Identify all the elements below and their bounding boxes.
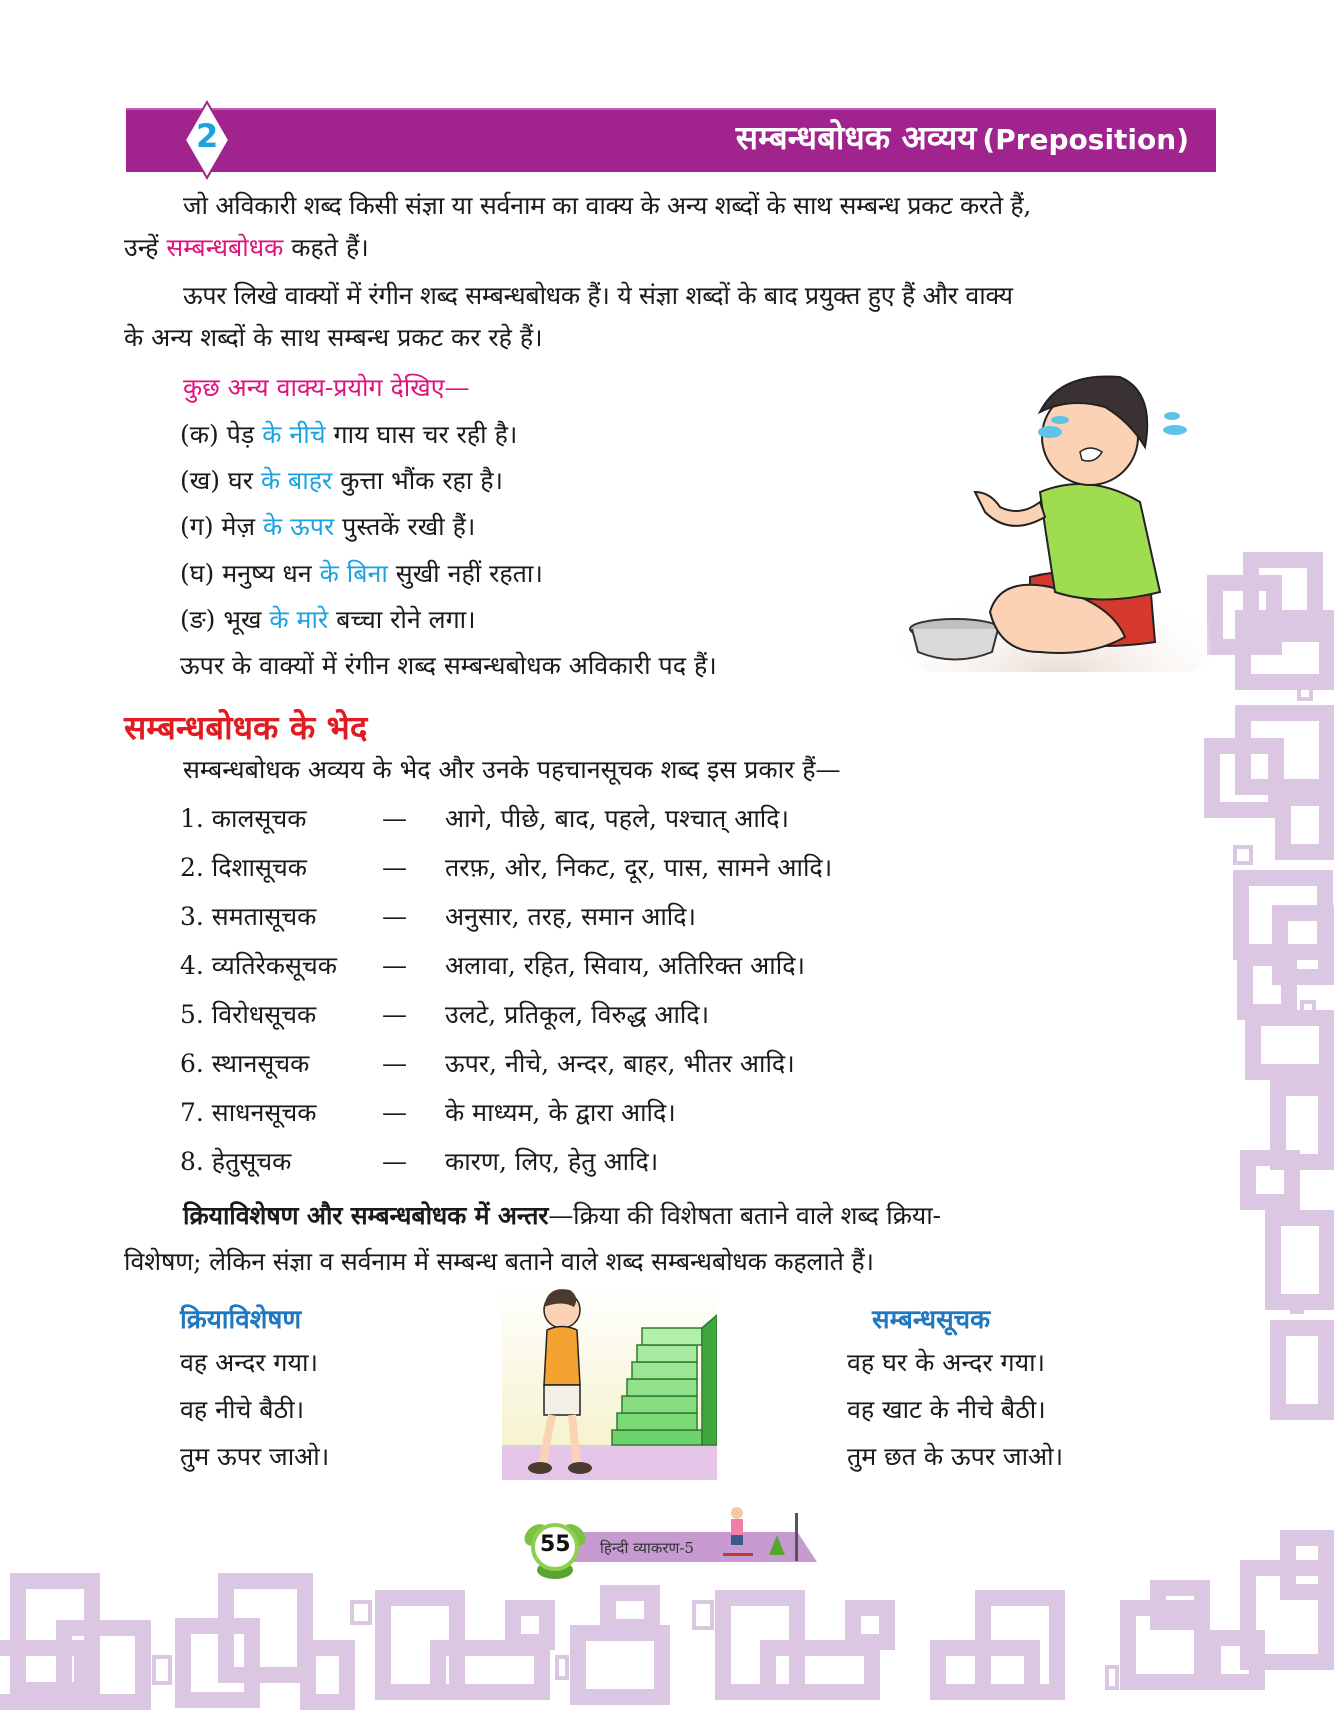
text: उन्हें	[124, 233, 167, 262]
text: भूख	[223, 605, 270, 634]
preposition-column-heading: सम्बन्धसूचक	[872, 1305, 991, 1335]
text: कुत्ता भौंक रहा है।	[332, 466, 503, 495]
type-words: आगे, पीछे, बाद, पहले, पश्चात् आदि।	[445, 804, 789, 833]
type-label: 7. साधनसूचक	[180, 1098, 317, 1127]
type-label: 3. समतासूचक	[180, 902, 317, 931]
preposition-example: वह खाट के नीचे बैठी।	[847, 1395, 1046, 1424]
page-number: 55	[540, 1532, 571, 1557]
text: मेज़	[221, 512, 263, 541]
type-label: 6. स्थानसूचक	[180, 1049, 310, 1078]
chapter-title-english: (Preposition)	[982, 123, 1189, 156]
type-words: अलावा, रहित, सिवाय, अतिरिक्त आदि।	[445, 951, 805, 980]
example-label: (घ)	[180, 559, 215, 588]
types-heading: सम्बन्धबोधक के भेद	[124, 708, 368, 747]
preposition-highlight: के बिना	[319, 559, 388, 588]
preposition-highlight: के मारे	[269, 605, 329, 634]
examples-heading: कुछ अन्य वाक्य-प्रयोग देखिए—	[183, 373, 470, 402]
text: बच्चा रोने लगा।	[328, 605, 476, 634]
examples-conclusion: ऊपर के वाक्यों में रंगीन शब्द सम्बन्धबोधक अविकारी पद हैं।	[180, 651, 717, 680]
example-item	[180, 561, 543, 586]
chapter-title-hindi: सम्बन्धबोधक अव्यय	[735, 118, 977, 157]
preposition-highlight: के बाहर	[260, 466, 333, 495]
dash: —	[382, 1147, 407, 1176]
intro-para1-line2	[124, 235, 369, 260]
chapter-title	[735, 118, 1189, 157]
example-label: (ग)	[180, 512, 214, 541]
difference-line1	[183, 1203, 941, 1228]
book-title: हिन्दी व्याकरण-5	[600, 1539, 694, 1557]
type-label: 8. हेतुसूचक	[180, 1147, 292, 1176]
adverb-example: तुम ऊपर जाओ।	[180, 1442, 330, 1471]
preposition-highlight: के ऊपर	[263, 512, 335, 541]
adverb-example: वह नीचे बैठी।	[180, 1395, 305, 1424]
type-words: के माध्यम, के द्वारा आदि।	[445, 1098, 676, 1127]
crying-boy-illustration	[890, 352, 1210, 672]
adverb-example: वह अन्दर गया।	[180, 1348, 318, 1377]
dash: —	[382, 804, 407, 833]
preposition-highlight: के नीचे	[262, 420, 326, 449]
intro-para1-line1: जो अविकारी शब्द किसी संज्ञा या सर्वनाम का वाक्य के अन्य शब्दों के साथ सम्बन्ध प्रकट करते हैं,	[183, 191, 1032, 220]
type-label: 2. दिशासूचक	[180, 853, 307, 882]
preposition-example: तुम छत के ऊपर जाओ।	[847, 1442, 1064, 1471]
type-label: 4. व्यतिरेकसूचक	[180, 951, 337, 980]
skateboard-boy-icon	[715, 1505, 810, 1565]
intro-para2-line2: के अन्य शब्दों के साथ सम्बन्ध प्रकट कर रहे हैं।	[124, 323, 543, 352]
text: सुखी नहीं रहता।	[387, 559, 543, 588]
dash: —	[382, 951, 407, 980]
dash: —	[382, 853, 407, 882]
dash: —	[382, 902, 407, 931]
type-words: कारण, लिए, हेतु आदि।	[445, 1147, 659, 1176]
dash: —	[382, 1000, 407, 1029]
type-label: 5. विरोधसूचक	[180, 1000, 317, 1029]
example-item	[180, 514, 475, 539]
type-words: उलटे, प्रतिकूल, विरुद्ध आदि।	[445, 1000, 710, 1029]
dash: —	[382, 1098, 407, 1127]
text: गाय घास चर रही है।	[325, 420, 518, 449]
text: कहते हैं।	[283, 233, 369, 262]
type-words: अनुसार, तरह, समान आदि।	[445, 902, 697, 931]
example-item	[180, 607, 476, 632]
dash: —	[382, 1049, 407, 1078]
difference-lead: क्रियाविशेषण और सम्बन्धबोधक में अन्तर	[183, 1201, 549, 1230]
intro-para2-line1: ऊपर लिखे वाक्यों में रंगीन शब्द सम्बन्धबोधक हैं। ये संज्ञा शब्दों के बाद प्रयुक्त हुए हैं और वाक्य	[183, 281, 1013, 310]
example-label: (ङ)	[180, 605, 216, 634]
term-highlight: सम्बन्धबोधक	[166, 233, 284, 262]
text: —क्रिया की विशेषता बताने वाले शब्द क्रिया-	[548, 1201, 941, 1230]
text: मनुष्य धन	[222, 559, 320, 588]
type-words: ऊपर, नीचे, अन्दर, बाहर, भीतर आदि।	[445, 1049, 795, 1078]
type-words: तरफ़, ओर, निकट, दूर, पास, सामने आदि।	[445, 853, 833, 882]
type-label: 1. कालसूचक	[180, 804, 307, 833]
boy-climbing-stairs-illustration	[502, 1285, 717, 1480]
example-label: (क)	[180, 420, 219, 449]
example-item	[180, 422, 517, 447]
adverb-column-heading: क्रियाविशेषण	[180, 1305, 302, 1335]
example-item	[180, 468, 503, 493]
text: पेड़	[226, 420, 263, 449]
types-intro: सम्बन्धबोधक अव्यय के भेद और उनके पहचानसूचक शब्द इस प्रकार हैं—	[183, 755, 841, 784]
difference-line2: विशेषण; लेकिन संज्ञा व सर्वनाम में सम्बन्ध बताने वाले शब्द सम्बन्धबोधक कहलाते हैं।	[124, 1247, 874, 1276]
example-label: (ख)	[180, 466, 220, 495]
preposition-example: वह घर के अन्दर गया।	[847, 1348, 1046, 1377]
chapter-number: 2	[196, 117, 219, 155]
text: पुस्तकें रखी हैं।	[334, 512, 476, 541]
text: घर	[227, 466, 261, 495]
